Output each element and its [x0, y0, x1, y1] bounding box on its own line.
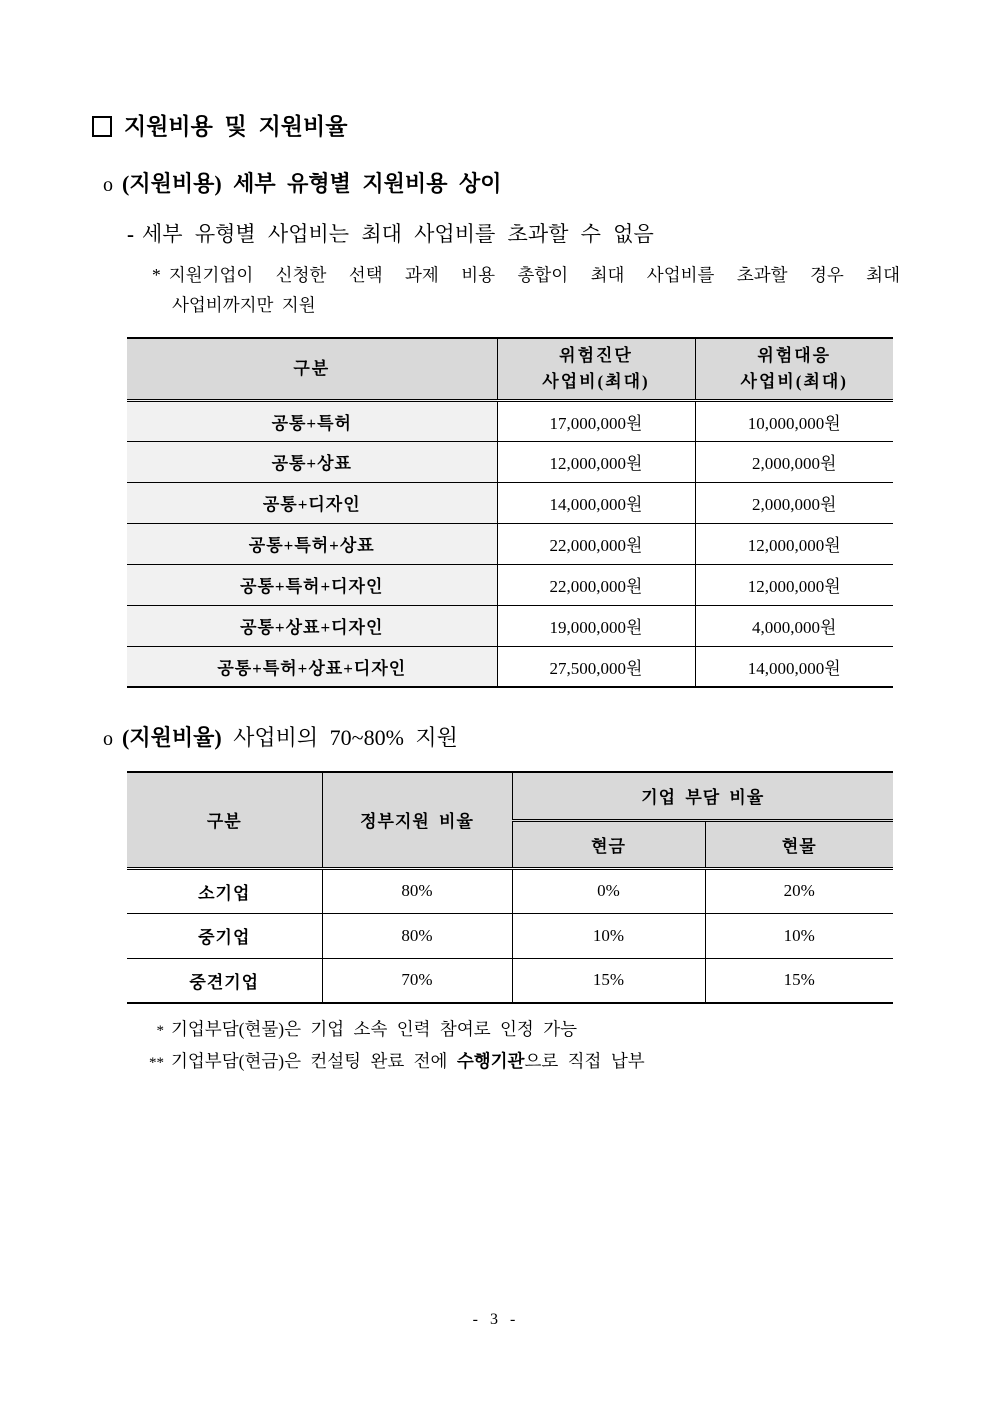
table-row — [127, 913, 893, 958]
row-label: 공통+특허+상표+디자인 — [127, 646, 497, 687]
bullet-support-cost — [103, 171, 900, 198]
page-number: - 3 - — [472, 1311, 520, 1328]
footnote-cash — [144, 1046, 900, 1078]
resp-value: 12,000,000원 — [695, 523, 893, 564]
table-row — [127, 868, 893, 913]
table-row — [127, 958, 893, 1003]
table-row — [127, 400, 893, 441]
table-row — [127, 441, 893, 482]
section-heading-text: 지원비용 및 지원비율 — [124, 114, 348, 139]
table-row — [127, 482, 893, 523]
cash-value: 10% — [512, 913, 705, 958]
bullet-label: (지원비율) — [122, 725, 222, 750]
gov-ratio-value: 80% — [322, 913, 512, 958]
col-header-category: 구분 — [127, 772, 322, 868]
resp-value: 2,000,000원 — [695, 482, 893, 523]
resp-value: 4,000,000원 — [695, 605, 893, 646]
inkind-value: 10% — [705, 913, 893, 958]
footnote-max-cost — [152, 260, 900, 320]
diag-value: 22,000,000원 — [497, 564, 695, 605]
table-row — [127, 564, 893, 605]
footnote-text-bold: 수행기관 — [456, 1051, 525, 1071]
table-row — [127, 646, 893, 687]
gov-ratio-value: 80% — [322, 868, 512, 913]
bullet-support-ratio — [103, 725, 900, 752]
circle-bullet-marker: o — [103, 174, 113, 196]
inkind-value: 20% — [705, 868, 893, 913]
dash-bullet-marker: - — [127, 222, 134, 246]
row-label: 중견기업 — [127, 958, 322, 1003]
table-row — [127, 523, 893, 564]
diag-value: 17,000,000원 — [497, 400, 695, 441]
footnote-text: 기업부담(현물)은 기업 소속 인력 참여로 인정 가능 — [171, 1019, 578, 1039]
sub-bullet-max-cost — [127, 222, 900, 247]
asterisk-marker: * — [152, 265, 161, 285]
row-label: 소기업 — [198, 883, 251, 903]
bullet-title: 사업비의 70~80% 지원 — [233, 725, 458, 750]
col-header-cash: 현금 — [512, 820, 705, 868]
table-header-row — [127, 772, 893, 820]
diag-value: 22,000,000원 — [497, 523, 695, 564]
gov-ratio-value: 70% — [322, 958, 512, 1003]
diag-value: 19,000,000원 — [497, 605, 695, 646]
diag-value: 27,500,000원 — [497, 646, 695, 687]
col-header-gov-ratio: 정부지원 비율 — [322, 772, 512, 868]
double-asterisk-marker: ** — [149, 1055, 164, 1071]
row-label: 공통+특허+디자인 — [127, 564, 497, 605]
cash-value: 15% — [512, 958, 705, 1003]
resp-value: 10,000,000원 — [695, 400, 893, 441]
ratio-table-footnotes — [144, 1014, 900, 1078]
resp-value: 2,000,000원 — [695, 441, 893, 482]
row-label: 공통+특허 — [127, 400, 497, 441]
table-row — [127, 605, 893, 646]
sub-bullet-text: 세부 유형별 사업비는 최대 사업비를 초과할 수 없음 — [142, 222, 654, 246]
inkind-value: 15% — [705, 958, 893, 1003]
row-label: 공통+디자인 — [127, 482, 497, 523]
note-line-2: 사업비까지만 지원 — [172, 295, 316, 315]
footnote-inkind — [144, 1014, 900, 1046]
table-header-row — [127, 338, 893, 400]
asterisk-marker: * — [156, 1023, 164, 1039]
support-ratio-table — [127, 771, 893, 1004]
circle-bullet-marker: o — [103, 728, 113, 750]
diag-value: 14,000,000원 — [497, 482, 695, 523]
row-label: 중기업 — [127, 913, 322, 958]
resp-value: 12,000,000원 — [695, 564, 893, 605]
square-bullet-icon — [92, 116, 112, 137]
footnote-text-suffix: 으로 직접 납부 — [524, 1051, 645, 1071]
bullet-label: (지원비용) — [122, 171, 222, 196]
col-header-risk-response: 위험대응 사업비(최대) — [695, 338, 893, 400]
footnote-text-prefix: 기업부담(현금)은 컨설팅 완료 전에 — [171, 1051, 457, 1071]
diag-value: 12,000,000원 — [497, 441, 695, 482]
row-label: 공통+상표 — [127, 441, 497, 482]
row-label: 공통+특허+상표 — [127, 523, 497, 564]
cash-value: 0% — [512, 868, 705, 913]
col-header-company-burden: 기업 부담 비율 — [512, 772, 893, 820]
section-heading — [92, 113, 900, 140]
bullet-title: 세부 유형별 지원비용 상이 — [233, 171, 502, 196]
note-line-1: 지원기업이 신청한 선택 과제 비용 총합이 최대 사업비를 초과할 경우 최대 — [168, 265, 900, 285]
col-header-category: 구분 — [127, 338, 497, 400]
support-cost-table — [127, 337, 893, 688]
col-header-inkind: 현물 — [705, 820, 893, 868]
col-header-risk-diagnosis: 위험진단 사업비(최대) — [497, 338, 695, 400]
row-label: 공통+상표+디자인 — [127, 605, 497, 646]
resp-value: 14,000,000원 — [695, 646, 893, 687]
